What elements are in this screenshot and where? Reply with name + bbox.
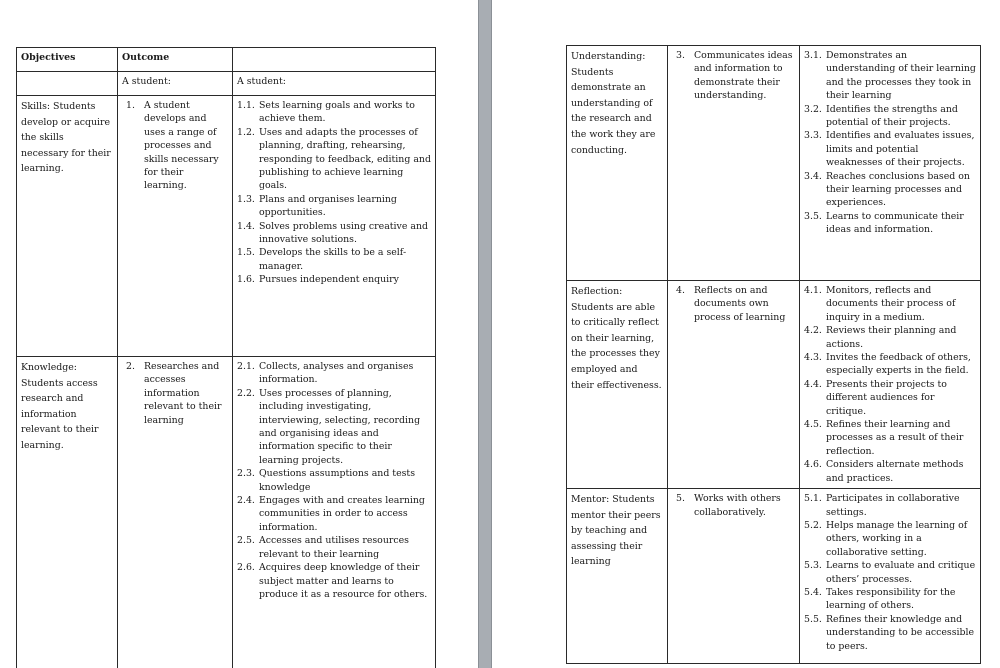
criteria-item	[804, 210, 976, 237]
objective-cell: Reflection: Students are able to critically reflect on their learning, the processes they employed and their effectiveness.	[567, 281, 668, 489]
criteria-text: Refines their learning and processes as a result of their reflection.	[826, 419, 964, 457]
criteria-item	[237, 193, 431, 220]
outcome-number: 1.	[126, 100, 135, 111]
page-gutter	[478, 0, 492, 668]
criteria-number: 5.5.	[804, 613, 822, 625]
outcome-cell	[668, 281, 800, 489]
table-row-mentor	[567, 489, 981, 664]
criteria-item	[804, 519, 976, 559]
outcome-text: A student develops and uses a range of processes and skills necessary for their learning.	[144, 100, 219, 192]
outcome-item	[672, 492, 795, 519]
document-page-left	[0, 0, 478, 668]
criteria-item	[804, 378, 976, 418]
criteria-number: 3.1.	[804, 50, 822, 61]
criteria-cell	[800, 281, 981, 489]
table-row-skills	[17, 96, 436, 357]
criteria-number: 1.4.	[237, 220, 255, 232]
criteria-cell	[800, 489, 981, 664]
criteria-text: Helps manage the learning of others, working in a collaborative setting.	[826, 519, 968, 558]
criteria-item	[237, 99, 431, 126]
criteria-number: 3.2.	[804, 103, 822, 115]
criteria-text: Uses processes of planning, including investigating, interviewing, selecting, recording and organising ideas and information specific to their learning projects.	[259, 387, 421, 466]
header-objectives: Objectives	[17, 48, 118, 72]
criteria-item	[237, 494, 431, 534]
criteria-item	[804, 170, 976, 210]
table-subheader-row	[17, 72, 436, 96]
criteria-item	[804, 284, 976, 324]
criteria-item	[804, 351, 976, 378]
criteria-text: Accesses and utilises resources relevant to their learning	[259, 535, 409, 560]
criteria-cell	[233, 357, 436, 668]
criteria-number: 4.3.	[804, 352, 822, 364]
criteria-text: Monitors, reflects and documents their process of inquiry in a medium.	[826, 285, 956, 323]
header-outcome: Outcome	[118, 48, 233, 72]
criteria-number: 2.4.	[237, 495, 255, 507]
criteria-text: Reviews their planning and actions.	[826, 325, 957, 350]
criteria-item	[804, 559, 976, 586]
criteria-number: 5.4.	[804, 586, 822, 598]
criteria-text: Demonstrates an understanding of their learning and the processes they took in their learning	[826, 50, 976, 102]
outcome-item	[122, 99, 228, 193]
criteria-number: 5.3.	[804, 560, 822, 572]
criteria-item	[804, 418, 976, 458]
criteria-number: 1.3.	[237, 193, 255, 205]
criteria-text: Develops the skills to be a self-manager.	[259, 247, 407, 272]
criteria-text: Engages with and creates learning communities in order to access information.	[259, 495, 425, 533]
table-row-reflection	[567, 281, 981, 489]
criteria-item	[804, 586, 976, 613]
outcome-cell	[668, 489, 800, 664]
criteria-number: 2.6.	[237, 562, 255, 574]
criteria-item	[804, 129, 976, 169]
objective-cell: Mentor: Students mentor their peers by teaching and assessing their learning	[567, 489, 668, 664]
objectives-table-right	[566, 45, 981, 664]
criteria-cell	[233, 96, 436, 357]
criteria-number: 5.2.	[804, 519, 822, 531]
criteria-text: Considers alternate methods and practices.	[826, 459, 964, 484]
table-row-knowledge	[17, 357, 436, 668]
criteria-item	[804, 492, 976, 519]
outcome-text: Communicates ideas and information to demonstrate their understanding.	[694, 50, 793, 102]
criteria-text: Identifies and evaluates issues, limits and potential weaknesses of their projects.	[826, 130, 975, 169]
criteria-text: Uses and adapts the processes of planning, drafting, rehearsing, responding to feedback, editing and publishing to achieve learning goals.	[259, 126, 431, 192]
outcome-item	[672, 284, 795, 324]
criteria-number: 4.4.	[804, 378, 822, 390]
criteria-text: Presents their projects to different audiences for critique.	[826, 378, 947, 417]
criteria-text: Takes responsibility for the learning of others.	[826, 586, 956, 612]
criteria-number: 3.5.	[804, 210, 822, 222]
criteria-number: 3.3.	[804, 130, 822, 142]
outcome-item	[122, 360, 228, 427]
outcome-item	[672, 49, 795, 103]
criteria-item	[804, 324, 976, 351]
criteria-number: 4.1.	[804, 285, 822, 296]
subheader-criteria: A student:	[233, 72, 436, 96]
objective-cell: Knowledge: Students access research and information relevant to their learning.	[17, 357, 118, 668]
outcome-cell	[668, 46, 800, 281]
criteria-cell	[800, 46, 981, 281]
outcome-cell	[118, 357, 233, 668]
criteria-number: 2.1.	[237, 361, 255, 372]
criteria-text: Solves problems using creative and innovative solutions.	[259, 220, 429, 246]
criteria-text: Identifies the strengths and potential of their projects.	[826, 103, 958, 129]
criteria-item	[237, 534, 431, 561]
criteria-item	[237, 246, 431, 273]
criteria-item	[804, 613, 976, 653]
criteria-text: Pursues independent enquiry	[259, 274, 399, 286]
criteria-item	[237, 220, 431, 247]
outcome-number: 4.	[676, 285, 685, 296]
table-row-understanding	[567, 46, 981, 281]
criteria-number: 4.2.	[804, 325, 822, 337]
criteria-number: 1.5.	[237, 247, 255, 259]
criteria-item	[237, 360, 431, 387]
criteria-number: 2.2.	[237, 387, 255, 399]
objective-cell: Skills: Students develop or acquire the skills necessary for their learning.	[17, 96, 118, 357]
criteria-number: 2.5.	[237, 535, 255, 547]
outcome-text: Reflects on and documents own process of learning	[694, 285, 786, 323]
criteria-text: Collects, analyses and organises information.	[259, 361, 414, 386]
outcome-number: 5.	[676, 493, 685, 505]
objective-cell: Understanding: Students demonstrate an understanding of the research and the work they are conducting.	[567, 46, 668, 281]
criteria-number: 1.6.	[237, 274, 255, 286]
criteria-number: 2.3.	[237, 468, 255, 480]
criteria-text: Invites the feedback of others, especially experts in the field.	[826, 352, 971, 377]
subheader-outcome: A student:	[118, 72, 233, 96]
criteria-item	[237, 561, 431, 601]
criteria-number: 1.2.	[237, 126, 255, 138]
criteria-text: Refines their knowledge and understanding to be accessible to peers.	[826, 613, 975, 652]
outcome-cell	[118, 96, 233, 357]
criteria-item	[237, 273, 431, 286]
criteria-text: Acquires deep knowledge of their subject matter and learns to produce it as a resource for others.	[259, 562, 428, 600]
document-page-right	[492, 0, 1000, 668]
criteria-item	[237, 126, 431, 193]
outcome-text: Works with others collaboratively.	[694, 493, 781, 518]
criteria-item	[237, 387, 431, 467]
criteria-number: 1.1.	[237, 100, 255, 111]
criteria-text: Learns to evaluate and critique others’ processes.	[826, 560, 976, 585]
table-header-row	[17, 48, 436, 72]
criteria-text: Participates in collaborative settings.	[826, 493, 960, 518]
criteria-text: Questions assumptions and tests knowledge	[259, 468, 416, 493]
outcome-number: 3.	[676, 50, 685, 61]
outcome-text: Researches and accesses information relevant to their learning	[144, 361, 222, 426]
criteria-item	[804, 103, 976, 130]
criteria-number: 3.4.	[804, 170, 822, 182]
criteria-item	[237, 467, 431, 494]
criteria-text: Plans and organises learning opportunities.	[259, 193, 397, 219]
criteria-number: 4.6.	[804, 459, 822, 471]
criteria-item	[804, 458, 976, 485]
objectives-table-left	[16, 47, 436, 668]
criteria-text: Learns to communicate their ideas and information.	[826, 210, 964, 236]
criteria-text: Reaches conclusions based on their learning processes and experiences.	[826, 170, 970, 209]
criteria-number: 4.5.	[804, 419, 822, 431]
criteria-item	[804, 49, 976, 103]
header-criteria	[233, 48, 436, 72]
criteria-text: Sets learning goals and works to achieve them.	[259, 100, 415, 125]
criteria-number: 5.1.	[804, 493, 822, 505]
subheader-empty	[17, 72, 118, 96]
outcome-number: 2.	[126, 361, 135, 372]
